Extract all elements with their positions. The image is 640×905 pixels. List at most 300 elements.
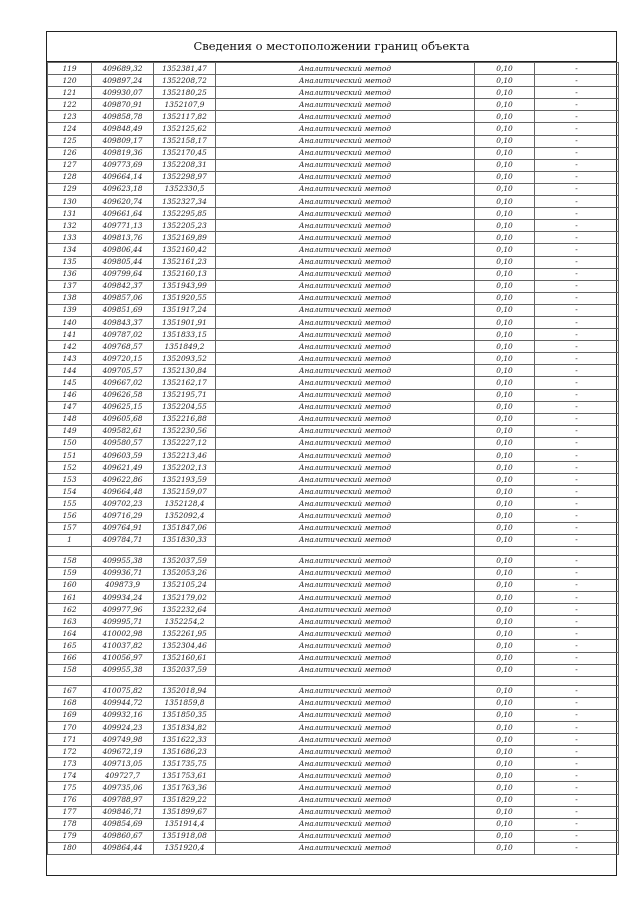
x-coordinate-cell: 409944,72 bbox=[92, 697, 154, 709]
note-cell: - bbox=[535, 413, 619, 425]
method-cell: Аналитический метод bbox=[216, 746, 475, 758]
x-coordinate-cell: 409813,76 bbox=[92, 232, 154, 244]
table-row bbox=[48, 746, 619, 758]
coordinates-table-body bbox=[48, 63, 619, 855]
x-coordinate-cell: 410075,82 bbox=[92, 685, 154, 697]
y-coordinate-cell: 1351917,24 bbox=[154, 304, 216, 316]
note-cell: - bbox=[535, 268, 619, 280]
table-row bbox=[48, 256, 619, 268]
point-number-cell: 167 bbox=[48, 685, 92, 697]
point-number-cell: 144 bbox=[48, 365, 92, 377]
y-coordinate-cell: 1351901,91 bbox=[154, 316, 216, 328]
method-cell: Аналитический метод bbox=[216, 353, 475, 365]
point-number-cell: 133 bbox=[48, 232, 92, 244]
separator-cell bbox=[48, 676, 92, 685]
note-cell: - bbox=[535, 604, 619, 616]
table-row bbox=[48, 389, 619, 401]
x-coordinate-cell: 409924,23 bbox=[92, 721, 154, 733]
x-coordinate-cell: 409705,57 bbox=[92, 365, 154, 377]
x-coordinate-cell: 409720,15 bbox=[92, 353, 154, 365]
x-coordinate-cell: 409870,91 bbox=[92, 99, 154, 111]
method-cell: Аналитический метод bbox=[216, 135, 475, 147]
separator-cell bbox=[216, 676, 475, 685]
x-coordinate-cell: 409936,71 bbox=[92, 567, 154, 579]
y-coordinate-cell: 1351686,23 bbox=[154, 746, 216, 758]
method-cell: Аналитический метод bbox=[216, 697, 475, 709]
method-cell: Аналитический метод bbox=[216, 567, 475, 579]
table-row bbox=[48, 208, 619, 220]
point-number-cell: 123 bbox=[48, 111, 92, 123]
accuracy-cell: 0,10 bbox=[475, 220, 535, 232]
y-coordinate-cell: 1351899,67 bbox=[154, 806, 216, 818]
point-number-cell: 148 bbox=[48, 413, 92, 425]
point-number-cell: 179 bbox=[48, 830, 92, 842]
accuracy-cell: 0,10 bbox=[475, 604, 535, 616]
y-coordinate-cell: 1352230,56 bbox=[154, 425, 216, 437]
accuracy-cell: 0,10 bbox=[475, 522, 535, 534]
point-number-cell: 150 bbox=[48, 437, 92, 449]
y-coordinate-cell: 1352180,25 bbox=[154, 87, 216, 99]
x-coordinate-cell: 409771,13 bbox=[92, 220, 154, 232]
point-number-cell: 173 bbox=[48, 758, 92, 770]
table-row bbox=[48, 450, 619, 462]
method-cell: Аналитический метод bbox=[216, 111, 475, 123]
table-row bbox=[48, 592, 619, 604]
accuracy-cell: 0,10 bbox=[475, 721, 535, 733]
separator-cell bbox=[92, 676, 154, 685]
x-coordinate-cell: 409846,71 bbox=[92, 806, 154, 818]
point-number-cell: 139 bbox=[48, 304, 92, 316]
table-bottom-space bbox=[47, 855, 616, 875]
note-cell: - bbox=[535, 232, 619, 244]
point-number-cell: 143 bbox=[48, 353, 92, 365]
table-row bbox=[48, 782, 619, 794]
y-coordinate-cell: 1352213,46 bbox=[154, 450, 216, 462]
method-cell: Аналитический метод bbox=[216, 652, 475, 664]
method-cell: Аналитический метод bbox=[216, 592, 475, 604]
accuracy-cell: 0,10 bbox=[475, 401, 535, 413]
y-coordinate-cell: 1352179,02 bbox=[154, 592, 216, 604]
table-row bbox=[48, 770, 619, 782]
method-cell: Аналитический метод bbox=[216, 256, 475, 268]
y-coordinate-cell: 1352169,89 bbox=[154, 232, 216, 244]
x-coordinate-cell: 409626,58 bbox=[92, 389, 154, 401]
x-coordinate-cell: 409932,16 bbox=[92, 709, 154, 721]
point-number-cell: 166 bbox=[48, 652, 92, 664]
x-coordinate-cell: 409788,97 bbox=[92, 794, 154, 806]
y-coordinate-cell: 1352128,4 bbox=[154, 498, 216, 510]
x-coordinate-cell: 409727,7 bbox=[92, 770, 154, 782]
point-number-cell: 172 bbox=[48, 746, 92, 758]
y-coordinate-cell: 1351918,08 bbox=[154, 830, 216, 842]
separator-cell bbox=[475, 546, 535, 555]
table-row bbox=[48, 579, 619, 591]
x-coordinate-cell: 409854,69 bbox=[92, 818, 154, 830]
accuracy-cell: 0,10 bbox=[475, 628, 535, 640]
accuracy-cell: 0,10 bbox=[475, 341, 535, 353]
accuracy-cell: 0,10 bbox=[475, 159, 535, 171]
y-coordinate-cell: 1352170,45 bbox=[154, 147, 216, 159]
note-cell: - bbox=[535, 256, 619, 268]
accuracy-cell: 0,10 bbox=[475, 377, 535, 389]
method-cell: Аналитический метод bbox=[216, 365, 475, 377]
x-coordinate-cell: 409784,71 bbox=[92, 534, 154, 546]
point-number-cell: 147 bbox=[48, 401, 92, 413]
x-coordinate-cell: 409848,49 bbox=[92, 123, 154, 135]
x-coordinate-cell: 409955,38 bbox=[92, 555, 154, 567]
accuracy-cell: 0,10 bbox=[475, 770, 535, 782]
table-row bbox=[48, 135, 619, 147]
table-row bbox=[48, 123, 619, 135]
method-cell: Аналитический метод bbox=[216, 474, 475, 486]
method-cell: Аналитический метод bbox=[216, 304, 475, 316]
point-number-cell: 138 bbox=[48, 292, 92, 304]
table-row bbox=[48, 806, 619, 818]
accuracy-cell: 0,10 bbox=[475, 292, 535, 304]
x-coordinate-cell: 409773,69 bbox=[92, 159, 154, 171]
accuracy-cell: 0,10 bbox=[475, 806, 535, 818]
accuracy-cell: 0,10 bbox=[475, 208, 535, 220]
y-coordinate-cell: 1352208,72 bbox=[154, 75, 216, 87]
accuracy-cell: 0,10 bbox=[475, 171, 535, 183]
y-coordinate-cell: 1352202,13 bbox=[154, 462, 216, 474]
note-cell: - bbox=[535, 208, 619, 220]
point-number-cell: 165 bbox=[48, 640, 92, 652]
y-coordinate-cell: 1352053,26 bbox=[154, 567, 216, 579]
note-cell: - bbox=[535, 628, 619, 640]
x-coordinate-cell: 409702,23 bbox=[92, 498, 154, 510]
note-cell: - bbox=[535, 842, 619, 854]
point-number-cell: 132 bbox=[48, 220, 92, 232]
note-cell: - bbox=[535, 341, 619, 353]
x-coordinate-cell: 409713,05 bbox=[92, 758, 154, 770]
separator-cell bbox=[535, 676, 619, 685]
x-coordinate-cell: 410037,82 bbox=[92, 640, 154, 652]
note-cell: - bbox=[535, 616, 619, 628]
y-coordinate-cell: 1352018,94 bbox=[154, 685, 216, 697]
x-coordinate-cell: 409857,06 bbox=[92, 292, 154, 304]
x-coordinate-cell: 409809,17 bbox=[92, 135, 154, 147]
y-coordinate-cell: 1352327,34 bbox=[154, 196, 216, 208]
x-coordinate-cell: 409603,59 bbox=[92, 450, 154, 462]
accuracy-cell: 0,10 bbox=[475, 462, 535, 474]
method-cell: Аналитический метод bbox=[216, 664, 475, 676]
document-page bbox=[46, 31, 617, 876]
method-cell: Аналитический метод bbox=[216, 628, 475, 640]
method-cell: Аналитический метод bbox=[216, 413, 475, 425]
table-row bbox=[48, 734, 619, 746]
method-cell: Аналитический метод bbox=[216, 280, 475, 292]
table-row bbox=[48, 555, 619, 567]
accuracy-cell: 0,10 bbox=[475, 99, 535, 111]
note-cell: - bbox=[535, 389, 619, 401]
x-coordinate-cell: 409897,24 bbox=[92, 75, 154, 87]
table-row bbox=[48, 664, 619, 676]
y-coordinate-cell: 1352159,07 bbox=[154, 486, 216, 498]
method-cell: Аналитический метод bbox=[216, 123, 475, 135]
table-row bbox=[48, 111, 619, 123]
note-cell: - bbox=[535, 99, 619, 111]
table-row bbox=[48, 401, 619, 413]
y-coordinate-cell: 1352093,52 bbox=[154, 353, 216, 365]
x-coordinate-cell: 409858,78 bbox=[92, 111, 154, 123]
table-row bbox=[48, 75, 619, 87]
note-cell: - bbox=[535, 183, 619, 195]
point-number-cell: 122 bbox=[48, 99, 92, 111]
method-cell: Аналитический метод bbox=[216, 498, 475, 510]
x-coordinate-cell: 409664,48 bbox=[92, 486, 154, 498]
accuracy-cell: 0,10 bbox=[475, 389, 535, 401]
method-cell: Аналитический метод bbox=[216, 87, 475, 99]
method-cell: Аналитический метод bbox=[216, 806, 475, 818]
x-coordinate-cell: 409689,32 bbox=[92, 63, 154, 75]
note-cell: - bbox=[535, 579, 619, 591]
y-coordinate-cell: 1352204,55 bbox=[154, 401, 216, 413]
note-cell: - bbox=[535, 794, 619, 806]
method-cell: Аналитический метод bbox=[216, 147, 475, 159]
note-cell: - bbox=[535, 462, 619, 474]
y-coordinate-cell: 1351859,8 bbox=[154, 697, 216, 709]
point-number-cell: 125 bbox=[48, 135, 92, 147]
note-cell: - bbox=[535, 734, 619, 746]
separator-cell bbox=[154, 676, 216, 685]
y-coordinate-cell: 1352160,42 bbox=[154, 244, 216, 256]
table-row bbox=[48, 329, 619, 341]
note-cell: - bbox=[535, 746, 619, 758]
x-coordinate-cell: 409805,44 bbox=[92, 256, 154, 268]
coordinates-table bbox=[47, 62, 619, 855]
point-number-cell: 128 bbox=[48, 171, 92, 183]
x-coordinate-cell: 409716,29 bbox=[92, 510, 154, 522]
x-coordinate-cell: 409864,44 bbox=[92, 842, 154, 854]
accuracy-cell: 0,10 bbox=[475, 232, 535, 244]
table-row bbox=[48, 604, 619, 616]
method-cell: Аналитический метод bbox=[216, 734, 475, 746]
y-coordinate-cell: 1352254,2 bbox=[154, 616, 216, 628]
x-coordinate-cell: 409749,98 bbox=[92, 734, 154, 746]
note-cell: - bbox=[535, 782, 619, 794]
note-cell: - bbox=[535, 220, 619, 232]
table-row bbox=[48, 709, 619, 721]
y-coordinate-cell: 1352160,61 bbox=[154, 652, 216, 664]
method-cell: Аналитический метод bbox=[216, 292, 475, 304]
table-row bbox=[48, 486, 619, 498]
table-row bbox=[48, 721, 619, 733]
accuracy-cell: 0,10 bbox=[475, 413, 535, 425]
table-row bbox=[48, 462, 619, 474]
note-cell: - bbox=[535, 135, 619, 147]
y-coordinate-cell: 1352330,5 bbox=[154, 183, 216, 195]
y-coordinate-cell: 1352130,84 bbox=[154, 365, 216, 377]
x-coordinate-cell: 409930,07 bbox=[92, 87, 154, 99]
note-cell: - bbox=[535, 806, 619, 818]
accuracy-cell: 0,10 bbox=[475, 830, 535, 842]
separator-cell bbox=[92, 546, 154, 555]
table-row bbox=[48, 510, 619, 522]
table-row bbox=[48, 842, 619, 854]
accuracy-cell: 0,10 bbox=[475, 474, 535, 486]
method-cell: Аналитический метод bbox=[216, 450, 475, 462]
method-cell: Аналитический метод bbox=[216, 604, 475, 616]
method-cell: Аналитический метод bbox=[216, 171, 475, 183]
note-cell: - bbox=[535, 758, 619, 770]
y-coordinate-cell: 1352105,24 bbox=[154, 579, 216, 591]
table-row bbox=[48, 304, 619, 316]
method-cell: Аналитический метод bbox=[216, 758, 475, 770]
x-coordinate-cell: 409806,44 bbox=[92, 244, 154, 256]
point-number-cell: 157 bbox=[48, 522, 92, 534]
point-number-cell: 140 bbox=[48, 316, 92, 328]
method-cell: Аналитический метод bbox=[216, 425, 475, 437]
table-row bbox=[48, 818, 619, 830]
table-row bbox=[48, 830, 619, 842]
note-cell: - bbox=[535, 111, 619, 123]
y-coordinate-cell: 1352125,62 bbox=[154, 123, 216, 135]
method-cell: Аналитический метод bbox=[216, 99, 475, 111]
accuracy-cell: 0,10 bbox=[475, 244, 535, 256]
note-cell: - bbox=[535, 534, 619, 546]
x-coordinate-cell: 409623,18 bbox=[92, 183, 154, 195]
point-number-cell: 153 bbox=[48, 474, 92, 486]
note-cell: - bbox=[535, 401, 619, 413]
method-cell: Аналитический метод bbox=[216, 510, 475, 522]
separator-cell bbox=[216, 546, 475, 555]
note-cell: - bbox=[535, 640, 619, 652]
point-number-cell: 178 bbox=[48, 818, 92, 830]
point-number-cell: 161 bbox=[48, 592, 92, 604]
method-cell: Аналитический метод bbox=[216, 640, 475, 652]
table-row bbox=[48, 220, 619, 232]
x-coordinate-cell: 409667,02 bbox=[92, 377, 154, 389]
note-cell: - bbox=[535, 304, 619, 316]
y-coordinate-cell: 1352295,85 bbox=[154, 208, 216, 220]
note-cell: - bbox=[535, 685, 619, 697]
table-row bbox=[48, 616, 619, 628]
y-coordinate-cell: 1352304,46 bbox=[154, 640, 216, 652]
method-cell: Аналитический метод bbox=[216, 377, 475, 389]
separator-cell bbox=[48, 546, 92, 555]
method-cell: Аналитический метод bbox=[216, 534, 475, 546]
method-cell: Аналитический метод bbox=[216, 183, 475, 195]
y-coordinate-cell: 1351763,36 bbox=[154, 782, 216, 794]
accuracy-cell: 0,10 bbox=[475, 87, 535, 99]
note-cell: - bbox=[535, 721, 619, 733]
y-coordinate-cell: 1352107,9 bbox=[154, 99, 216, 111]
accuracy-cell: 0,10 bbox=[475, 510, 535, 522]
accuracy-cell: 0,10 bbox=[475, 534, 535, 546]
note-cell: - bbox=[535, 196, 619, 208]
method-cell: Аналитический метод bbox=[216, 770, 475, 782]
note-cell: - bbox=[535, 818, 619, 830]
y-coordinate-cell: 1351735,75 bbox=[154, 758, 216, 770]
note-cell: - bbox=[535, 437, 619, 449]
y-coordinate-cell: 1351920,55 bbox=[154, 292, 216, 304]
accuracy-cell: 0,10 bbox=[475, 183, 535, 195]
table-row bbox=[48, 437, 619, 449]
note-cell: - bbox=[535, 652, 619, 664]
accuracy-cell: 0,10 bbox=[475, 329, 535, 341]
note-cell: - bbox=[535, 147, 619, 159]
x-coordinate-cell: 409605,68 bbox=[92, 413, 154, 425]
accuracy-cell: 0,10 bbox=[475, 697, 535, 709]
note-cell: - bbox=[535, 697, 619, 709]
x-coordinate-cell: 409851,69 bbox=[92, 304, 154, 316]
y-coordinate-cell: 1351753,61 bbox=[154, 770, 216, 782]
note-cell: - bbox=[535, 709, 619, 721]
point-number-cell: 158 bbox=[48, 664, 92, 676]
y-coordinate-cell: 1352037,59 bbox=[154, 664, 216, 676]
method-cell: Аналитический метод bbox=[216, 616, 475, 628]
separator-cell bbox=[154, 546, 216, 555]
accuracy-cell: 0,10 bbox=[475, 75, 535, 87]
note-cell: - bbox=[535, 75, 619, 87]
note-cell: - bbox=[535, 567, 619, 579]
note-cell: - bbox=[535, 329, 619, 341]
x-coordinate-cell: 409843,37 bbox=[92, 316, 154, 328]
point-number-cell: 134 bbox=[48, 244, 92, 256]
table-row bbox=[48, 534, 619, 546]
table-row bbox=[48, 183, 619, 195]
point-number-cell: 119 bbox=[48, 63, 92, 75]
point-number-cell: 174 bbox=[48, 770, 92, 782]
table-row bbox=[48, 159, 619, 171]
table-row bbox=[48, 758, 619, 770]
point-number-cell: 154 bbox=[48, 486, 92, 498]
table-row bbox=[48, 425, 619, 437]
y-coordinate-cell: 1352232,64 bbox=[154, 604, 216, 616]
method-cell: Аналитический метод bbox=[216, 782, 475, 794]
accuracy-cell: 0,10 bbox=[475, 437, 535, 449]
method-cell: Аналитический метод bbox=[216, 721, 475, 733]
note-cell: - bbox=[535, 474, 619, 486]
table-row bbox=[48, 365, 619, 377]
note-cell: - bbox=[535, 830, 619, 842]
table-row bbox=[48, 567, 619, 579]
method-cell: Аналитический метод bbox=[216, 462, 475, 474]
x-coordinate-cell: 409625,15 bbox=[92, 401, 154, 413]
method-cell: Аналитический метод bbox=[216, 522, 475, 534]
x-coordinate-cell: 409873,9 bbox=[92, 579, 154, 591]
y-coordinate-cell: 1351850,35 bbox=[154, 709, 216, 721]
point-number-cell: 151 bbox=[48, 450, 92, 462]
table-row bbox=[48, 244, 619, 256]
accuracy-cell: 0,10 bbox=[475, 664, 535, 676]
point-number-cell: 158 bbox=[48, 555, 92, 567]
point-number-cell: 146 bbox=[48, 389, 92, 401]
method-cell: Аналитический метод bbox=[216, 232, 475, 244]
y-coordinate-cell: 1351914,4 bbox=[154, 818, 216, 830]
group-separator-row bbox=[48, 546, 619, 555]
table-row bbox=[48, 316, 619, 328]
accuracy-cell: 0,10 bbox=[475, 734, 535, 746]
y-coordinate-cell: 1352158,17 bbox=[154, 135, 216, 147]
method-cell: Аналитический метод bbox=[216, 842, 475, 854]
y-coordinate-cell: 1351920,4 bbox=[154, 842, 216, 854]
accuracy-cell: 0,10 bbox=[475, 782, 535, 794]
accuracy-cell: 0,10 bbox=[475, 640, 535, 652]
x-coordinate-cell: 409955,38 bbox=[92, 664, 154, 676]
y-coordinate-cell: 1352216,88 bbox=[154, 413, 216, 425]
point-number-cell: 177 bbox=[48, 806, 92, 818]
accuracy-cell: 0,10 bbox=[475, 746, 535, 758]
note-cell: - bbox=[535, 522, 619, 534]
point-number-cell: 163 bbox=[48, 616, 92, 628]
point-number-cell: 156 bbox=[48, 510, 92, 522]
accuracy-cell: 0,10 bbox=[475, 450, 535, 462]
table-row bbox=[48, 474, 619, 486]
point-number-cell: 129 bbox=[48, 183, 92, 195]
table-row bbox=[48, 685, 619, 697]
